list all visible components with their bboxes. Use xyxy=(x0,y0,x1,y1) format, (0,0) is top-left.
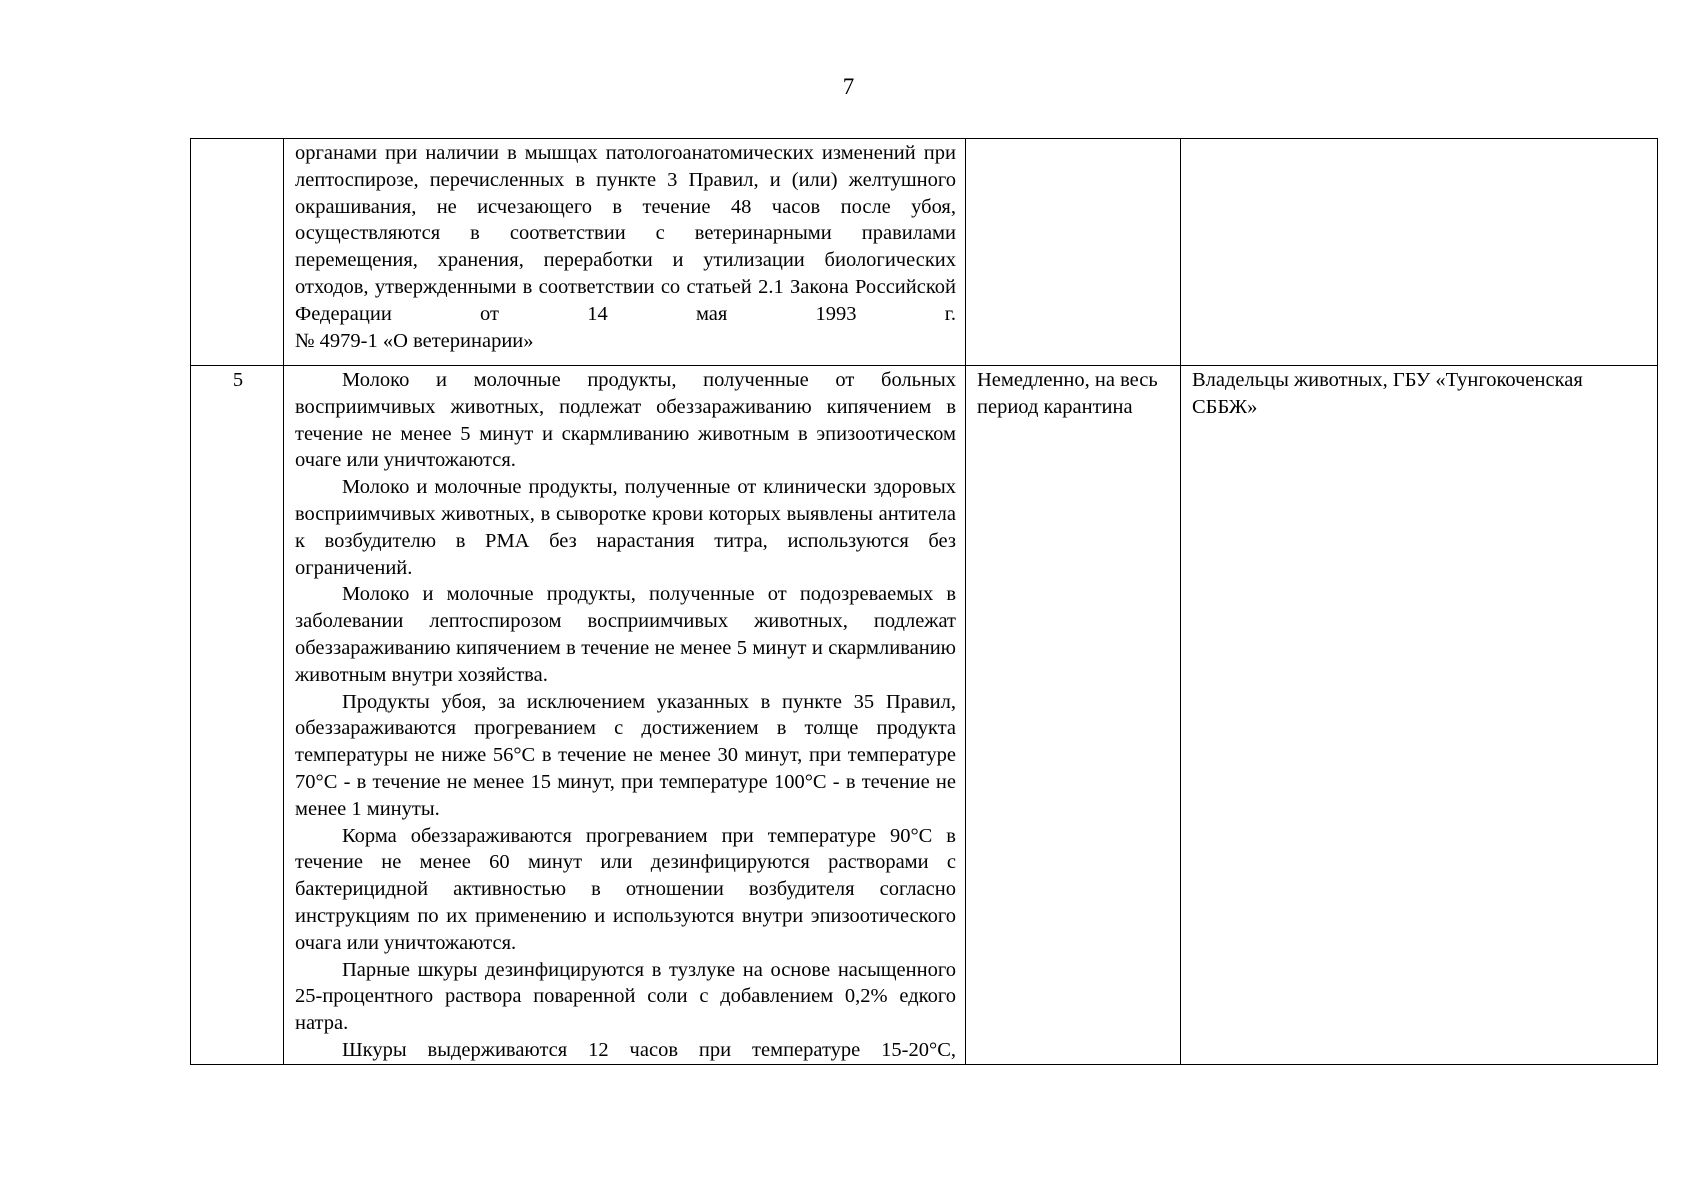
table-row xyxy=(191,139,1658,366)
measure-paragraph: Парные шкуры дезинфицируются в тузлуке на основе насыщенного 25-процентного раствора поваренной соли с добавлением 0,2% едкого натра. xyxy=(295,958,956,1035)
term-cell: Немедленно, на весь период карантина xyxy=(966,366,1181,1065)
row-number-cell: 5 xyxy=(191,366,284,1065)
measure-text-cell xyxy=(284,366,966,1065)
measure-paragraph: Корма обеззараживаются прогреванием при температуре 90°С в течение не менее 60 минут или дезинфицируются растворами с бактерицидной активностью в отношении возбудителя согласно инструкциям по их применению и используются внутри эпизоотического очага или уничтожаются. xyxy=(295,824,956,954)
measure-paragraph-tail: № 4979-1 «О ветеринарии» xyxy=(295,329,534,352)
measures-table xyxy=(190,138,1658,1065)
responsible-cell: Владельцы животных, ГБУ «Тунгокоченская СББЖ» xyxy=(1181,366,1658,1065)
measure-paragraph: органами при наличии в мышцах патологоанатомических изменений при лептоспирозе, перечисленных в пункте 3 Правил, и (или) желтушного окрашивания, не исчезающего в течение 48 часов после убоя, осуществляются в соответствии с ветеринарными правилами перемещения, хранения, переработки и утилизации биологических отходов, утвержденными в соответствии со статьей 2.1 Закона Российской Федерации от 14 мая 1993 г. xyxy=(295,142,956,325)
measure-paragraph: Молоко и молочные продукты, полученные от подозреваемых в заболевании лептоспирозом восприимчивых животных, подлежат обеззараживанию кипячением в течение не менее 5 минут и скармливанию животным внутри хозяйства. xyxy=(295,583,956,686)
measure-paragraph: Молоко и молочные продукты, полученные от больных восприимчивых животных, подлежат обеззараживанию кипячением в течение не менее 5 минут и скармливанию животным в эпизоотическом очаге или уничтожаются. xyxy=(295,369,956,472)
row-number-cell xyxy=(191,139,284,366)
measure-paragraph: Шкуры выдерживаются 12 часов при температуре 15-20°С, xyxy=(342,1038,956,1061)
table-row xyxy=(191,366,1658,1065)
page-number: 7 xyxy=(842,74,855,99)
measure-paragraph: Молоко и молочные продукты, полученные от клинически здоровых восприимчивых животных, в сыворотке крови которых выявлены антитела к возбудителю в РМА без нарастания титра, используются без ограничений. xyxy=(295,476,956,579)
measure-paragraph: Продукты убоя, за исключением указанных в пункте 35 Правил, обеззараживаются прогреванием с достижением в толще продукта температуры не ниже 56°С в течение не менее 30 минут, при температуре 70°С - в течение не менее 15 минут, при температуре 100°С - в течение не менее 1 минуты. xyxy=(295,690,956,820)
responsible-cell xyxy=(1181,139,1658,366)
term-cell xyxy=(966,139,1181,366)
measure-text-cell xyxy=(284,139,966,366)
